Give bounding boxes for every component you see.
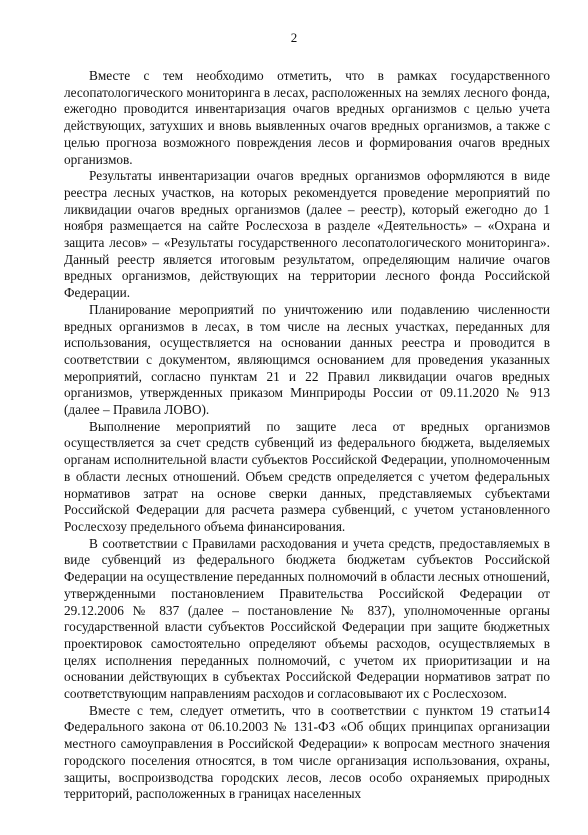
page-number: 2 [290,30,298,45]
paragraph-local-government: Вместе с тем, следует отметить, что в соответствии с пунктом 19 статьи14 Федерального закона от 06.10.2003 № 131-ФЗ «Об общих принципах организации местного самоуправления в Российской Федерации» к вопросам местного значения городского поселения относятся, в том числе организация использования, охраны, защиты, воспроизводства городских лесов, лесов особо охраняемых природных территорий, расположенных в границах населенных [64,702,550,802]
paragraph-monitoring: Вместе с тем необходимо отметить, что в рамках государственного лесопатологического мониторинга в лесах, расположенных на землях лесного фонда, ежегодно проводится инвентаризация очагов вредных организмов с целью учета действующих, затухших и вновь выявленных очагов вредных организмов, а также с целью прогноза возможного повреждения лесов и формирования очагов вредных организмов. [64,68,550,167]
paragraph-planning: Планирование мероприятий по уничтожению или подавлению численности вредных организмов в лесах, в том числе на лесных участках, переданных для использования, осуществляется на основании данных реестра и проводится в соответствии с документом, являющимся основанием для проведения указанных мероприятий, согласно пунктам 21 и 22 Правил ликвидации очагов вредных организмов, утвержденных приказом Минприроды России от 09.11.2020 № 913 (далее – Правила ЛОВО). [64,301,550,418]
paragraph-funding: Выполнение мероприятий по защите леса от вредных организмов осуществляется за счет средств субвенций из федерального бюджета, выделяемых органам исполнительной власти субъектов Российской Федерации, уполномоченным в области лесных отношений. Объем средств определяется с учетом федеральных нормативов затрат на основе сверки данных, представляемых субъектами Российской Федерации для расчета размера субвенций, с учетом установленного Рослесхозу предельного объема финансирования. [64,418,550,534]
body-text [64,68,550,803]
paragraph-expenditure-rules: В соответствии с Правилами расходования и учета средств, предоставляемых в виде субвенций из федерального бюджета бюджетам субъектов Российской Федерации на осуществление переданных полномочий в области лесных отношений, утвержденными постановлением Правительства Российской Федерации от 29.12.2006 № 837 (далее – постановление № 837), уполномоченные органы государственной власти субъектов Российской Федерации при защите бюджетных проектировок самостоятельно определяют объемы расходов, осуществляемых в целях исполнения переданных полномочий, с учетом их приоритизации и на основании действующих в субъектах Российской Федерации нормативов затрат по соответствующим направлениям расходов и согласовывают их с Рослесхозом. [64,535,550,702]
paragraph-inventory-results: Результаты инвентаризации очагов вредных организмов оформляются в виде реестра лесных участков, на которых рекомендуется проведение мероприятий по ликвидации очагов вредных организмов (далее – реестр), который ежегодно до 1 ноября размещается на сайте Рослесхоза в разделе «Деятельность» – «Охрана и защита лесов» – «Результаты государственного лесопатологического мониторинга». Данный реестр является итоговым результатом, определяющим наличие очагов вредных организмов, действующих на территории лесного фонда Российской Федерации. [64,168,550,301]
